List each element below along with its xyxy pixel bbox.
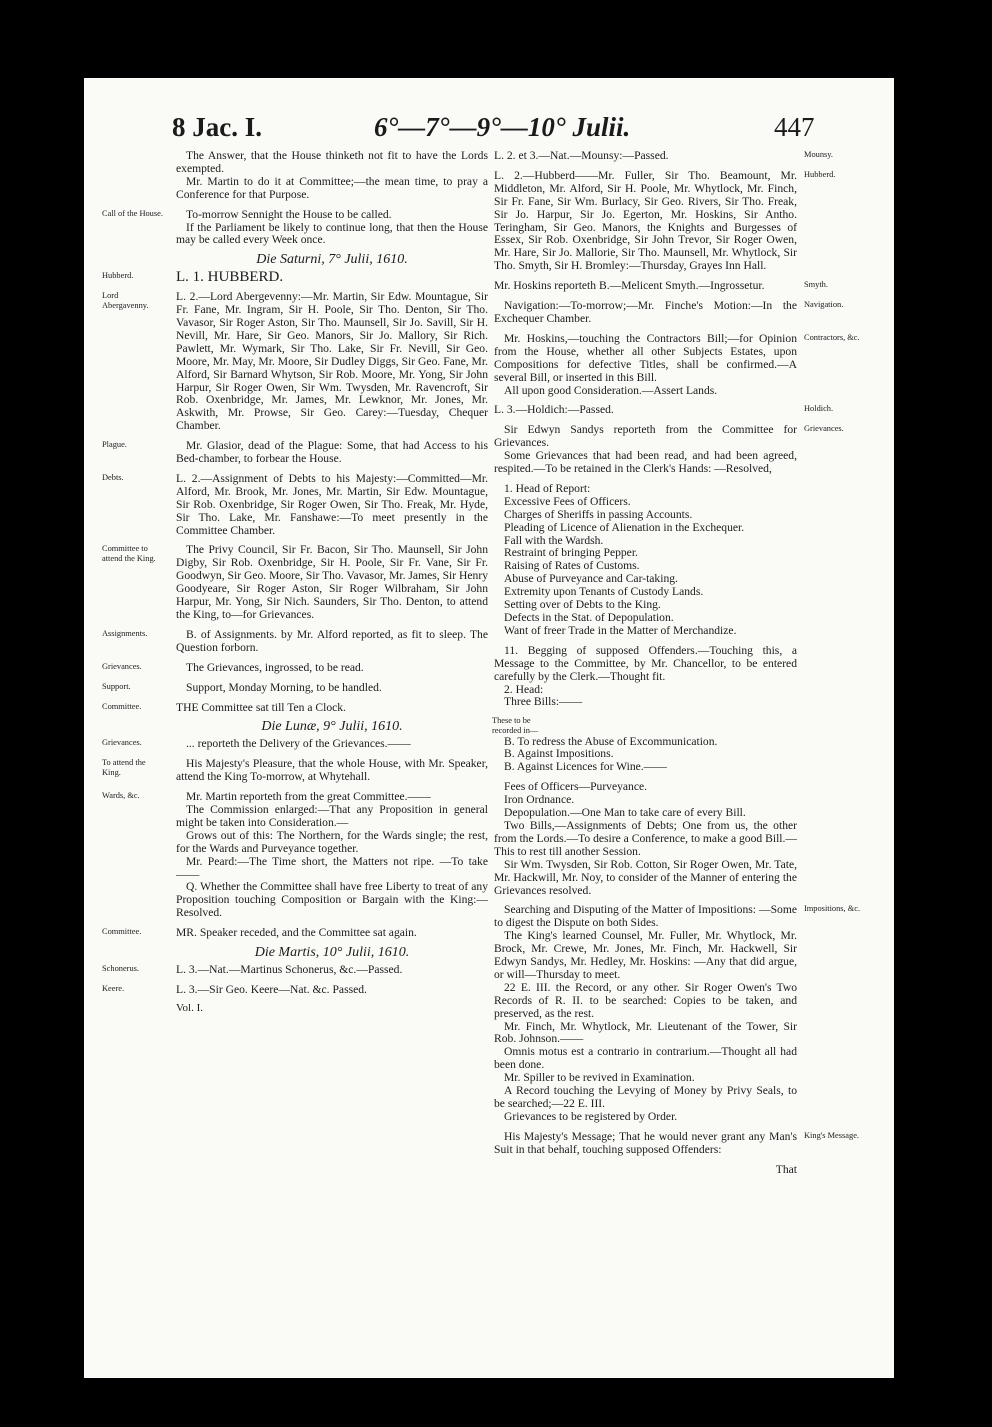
list-item: Excessive Fees of Officers.	[504, 494, 631, 508]
running-head-dates: 6°—7°—9°—10° Julii.	[374, 112, 631, 142]
entry-section	[494, 483, 797, 638]
entry-text: Mr. Peard:—The Time short, the Matters not ripe. —To take——	[176, 854, 488, 881]
margin-note: Lord Abergavenny.	[102, 291, 149, 310]
margin-note: Grievances.	[102, 661, 142, 671]
entry-section	[494, 423, 844, 476]
entry-text: L. 2.—Hubberd——Mr. Fuller, Sir Tho. Beamount, Mr. Middleton, Mr. Alford, Sir H. Poole, Mr. Whytlock, Mr. Finch, Sir Fr. Fane, Sir Wm. Burlacy, Sir Geo. Rivers, Sir Tho. Freak, Sir Jo. Harpur, Sir Jo. Egerton, Mr. Hoskins, Sir Antho. Teringham, Sir Geo. Manors, the Knights and Burgesses of Essex, Sir Rob. Oxenbridge, Sir John Trevor, Sir Roger Owen, Mr. Hare, Sir Jo. Mallorie, Sir Tho. Maunsell, Mr. Whytlock, Sir Tho. Smyth, Sir H. Bromley:—Thursday, Grayes Inn Hall.	[494, 168, 797, 273]
entry-text: All upon good Consideration.—Assert Lands.	[504, 383, 718, 397]
date-heading: Die Lunæ, 9° Julii, 1610.	[261, 719, 403, 735]
entry-section	[102, 471, 488, 538]
margin-note: Committee to attend the King.	[102, 544, 156, 564]
list-item: Defects in the Stat. of Depopulation.	[504, 611, 674, 624]
entry-section	[176, 150, 488, 202]
entry-text: Searching and Disputing of the Matter of Impositions: —Some to digest the Dispute on both Sides.	[494, 903, 797, 930]
margin-note: Plague.	[102, 440, 127, 450]
entry-text: To-morrow Sennight the House to be called.	[186, 207, 392, 221]
entry-text: Fees of Officers—Purveyance.	[504, 780, 648, 794]
entry-text: The Privy Council, Sir Fr. Bacon, Sir Tho. Maunsell, Sir John Digby, Sir Rob. Oxenbridge, Sir H. Poole, Sir Fr. Vane, Sir Fr. Goodwyn, Sir Geo. Moore, Sir Tho. Vavasor, Mr. James, Sir Henry Goodyeare, Sir Roger Aston, Sir Roger Wilbraham, Sir John Harpur, Mr. Yong, Sir Nich. Saunders, Sir Tho. Denton, to attend the King, to—for Grievances.	[176, 543, 488, 621]
catchword: That	[775, 1162, 797, 1176]
left-column	[102, 149, 488, 1015]
margin-note: These to be recorded in—	[492, 716, 539, 735]
entry-text: If the Parliament be likely to continue long, that then the House may be called every Week once.	[176, 220, 488, 247]
entry-section	[102, 207, 488, 248]
running-head-left: 8 Jac. I.	[172, 112, 262, 142]
list-item: Raising of Rates of Customs.	[504, 559, 640, 573]
entry-section	[102, 982, 488, 997]
entry-text: Grievances to be registered by Order.	[504, 1109, 678, 1123]
entry-text: Depopulation.—One Man to take care of every Bill.	[504, 806, 746, 820]
entry-section	[102, 737, 488, 751]
entry-text: Mr. Martin to do it at Committee;—the mean time, to pray a Conference for that Purpose.	[176, 174, 488, 201]
margin-note: Grievances.	[804, 424, 844, 434]
list-item: Fall with the Wardsh.	[504, 533, 604, 547]
entry-text: Sir Wm. Twysden, Sir Rob. Cotton, Sir Roger Owen, Mr. Tate, Mr. Hackwill, Mr. Noy, to consider of the Manner of entering the Grievances resolved.	[494, 857, 797, 897]
entry-section	[494, 168, 836, 273]
margin-note: Hubberd.	[102, 271, 134, 281]
entry-text: Grows out of this: The Northern, for the Wards single; the rest, for the Wards and Purveyance together.	[176, 828, 488, 855]
entry-section	[494, 903, 861, 1123]
entry-section	[494, 1129, 860, 1157]
margin-note: Call of the House.	[102, 208, 163, 218]
entry-text: Omnis motus est a contrario in contrarium.—Thought all had been done.	[494, 1045, 797, 1072]
entry-text: 11. Begging of supposed Offenders.—Touching this, a Message to the Committee, by Mr. Chancellor, to be entered carefully by the Clerk.—Thought fit.	[494, 643, 797, 683]
entry-section	[102, 680, 488, 695]
entry-text: L. 2.—Lord Abergevenny:—Mr. Martin, Sir Edw. Mountague, Sir Fr. Fane, Mr. Ingram, Sir H. Poole, Sir Tho. Denton, Sir Tho. Vavasor, Sir Roger Aston, Sir Tho. Maunsell, Sir Jo. Savill, Sir H. Nevill, Mr. Hare, Sir Geo. Manors, Sir Jo. Mallory, Sir Rich. Pawlett, Mr. Wymark, Sir Tho. Lake, Sir Fr. Nevill, Sir Geo. Moore, Mr. May, Mr. Moore, Sir Dudley Diggs, Sir Geo. Fane, Mr. Alford, Sir Barnard Whytson, Sir Rob. Moore, Mr. Yong, Sir John Harpur, Sir Roger Owen, Sir Wm. Twysden, Mr. Ravencroft, Sir Rob. Oxenbridge, Mr. James, Mr. Lewknor, Mr. Jones, Mr. Askwith, Mr. Prowse, Sir Geo. Carey:—Tuesday, Chequer Chamber.	[176, 290, 488, 433]
entry-text: L. 2. et 3.—Nat.—Mounsy:—Passed.	[494, 149, 669, 162]
list-item: Restraint of bringing Pepper.	[504, 546, 638, 560]
list-item: Want of freer Trade in the Matter of Merchandize.	[504, 623, 737, 637]
entry-section	[494, 149, 834, 163]
list-item: 1. Head of Report:	[504, 481, 591, 495]
entry-section	[494, 299, 844, 326]
entry-text: L. 3.—Holdich:—Passed.	[494, 403, 614, 417]
margin-note: Navigation.	[804, 300, 844, 310]
entry-text: Three Bills:——	[504, 695, 583, 709]
entry-text: Mr. Martin reporteth from the great Committee.——	[186, 790, 431, 804]
entry-text: Iron Ordnance.	[504, 793, 575, 807]
entry-text: The Answer, that the House thinketh not fit to have the Lords exempted.	[176, 149, 488, 175]
list-item: Extremity upon Tenants of Custody Lands.	[504, 585, 704, 599]
entry-section	[102, 439, 488, 466]
list-item: B. Against Impositions.	[504, 747, 614, 761]
margin-note: Committee.	[102, 701, 142, 711]
date-heading: Die Martis, 10° Julii, 1610.	[254, 945, 410, 961]
entry-text: L. 3.—Nat.—Martinus Schonerus, &c.—Passed.	[176, 962, 403, 976]
entry-text: His Majesty's Message; That he would never grant any Man's Suit in that behalf, touching supposed Offenders:	[494, 1129, 797, 1156]
entry-text: B. of Assignments. by Mr. Alford reported, as fit to sleep. The Question forborn.	[176, 627, 488, 654]
entry-section	[494, 403, 834, 417]
entry-text: Two Bills,—Assignments of Debts; One from us, the other from the Lords.—To desire a Conference, to make a good Bill.—This to rest till another Session.	[494, 818, 797, 858]
list-item: B. Against Licences for Wine.——	[504, 760, 667, 774]
entry-section	[494, 279, 828, 293]
entry-text: The Commission enlarged:—That any Proposition in general might be taken into Consideration.—	[176, 802, 488, 829]
entry-text: 2. Head:	[504, 682, 544, 696]
entry-text: Mr. Hoskins,—touching the Contractors Bill;—for Opinion from the House, whether all other Subjects Estates, upon Compositions for defective Titles, shall be confirmed.—A several Bill, or inserted in this Bill.	[494, 331, 797, 384]
margin-note: Keere.	[102, 983, 125, 993]
entry-section	[102, 269, 488, 286]
margin-note: Wards, &c.	[102, 791, 140, 801]
entry-section	[494, 716, 797, 774]
margin-note: Mounsy.	[804, 150, 834, 159]
right-column	[492, 149, 861, 1177]
margin-note: Debts.	[102, 472, 124, 482]
entry-text: ... reporteth the Delivery of the Grievances.——	[186, 737, 411, 751]
entry-section	[102, 926, 488, 940]
margin-note: Committee.	[102, 927, 142, 937]
margin-note: Holdich.	[804, 404, 834, 414]
entry-text: L. 2.—Assignment of Debts to his Majesty:—Committed—Mr. Alford, Mr. Brook, Mr. Jones, Mr. Martin, Sir Edw. Mountague, Sir Rob. Oxenbridge, Sir Roger Owen, Sir Tho. Freak, Mr. Hyde, Sir Tho. Lake, Mr. Fanshawe:—To meet presently in the Committee Chamber.	[176, 471, 488, 537]
list-item: Abuse of Purveyance and Car-taking.	[504, 572, 678, 586]
entry-section	[494, 645, 797, 710]
entry-section	[102, 660, 488, 675]
list-item: Setting over of Debts to the King.	[504, 598, 661, 612]
entry-section	[102, 790, 488, 920]
entry-text: THE Committee sat till Ten a Clock.	[176, 700, 346, 714]
date-heading: Die Saturni, 7° Julii, 1610.	[256, 252, 408, 268]
entry-section	[102, 627, 488, 655]
entry-section	[494, 781, 797, 897]
entry-text: Q. Whether the Committee shall have free Liberty to treat of any Proposition touching Composition or Bargain with the King:—Resolved.	[176, 880, 488, 920]
list-item: Charges of Sheriffs in passing Accounts.	[504, 507, 693, 521]
entry-text: Sir Edwyn Sandys reporteth from the Committee for Grievances.	[494, 423, 797, 450]
entry-text: The Grievances, ingrossed, to be read.	[186, 660, 364, 674]
entry-text: Navigation:—To-morrow;—Mr. Finche's Motion:—In the Exchequer Chamber.	[494, 299, 797, 325]
margin-note: Support.	[102, 681, 131, 691]
entry-text: His Majesty's Pleasure, that the whole House, with Mr. Speaker, attend the King To-morrow, at Whytehall.	[176, 757, 488, 784]
volume-footer: Vol. I.	[176, 1001, 203, 1014]
entry-text: Mr. Finch, Mr. Whytlock, Mr. Lieutenant of the Tower, Sir Rob. Johnson.——	[494, 1019, 797, 1046]
entry-text: Some Grievances that had been read, and had been agreed, respited.—To be retained in the Clerk's Hands: —Resolved,	[494, 449, 797, 476]
page-number: 447	[774, 112, 815, 142]
entry-section	[102, 757, 488, 784]
entry-text: A Record touching the Levying of Money by Privy Seals, to be searched;—22 E. III.	[494, 1084, 797, 1110]
entry-text: The King's learned Counsel, Mr. Fuller, Mr. Whytlock, Mr. Brock, Mr. Crewe, Mr. Jones, Mr. Finch, Mr. Hackwell, Sir Edwyn Sandys, Mr. Hedley, Mr. Hoskins: —Any that did argue, or will—Thursday to meet.	[494, 929, 797, 981]
entry-text: Support, Monday Morning, to be handled.	[186, 680, 382, 694]
entry-text: MR. Speaker receded, and the Committee sat again.	[176, 926, 417, 940]
entry-text: Mr. Hoskins reporteth B.—Melicent Smyth.—Ingrossetur.	[494, 279, 765, 293]
entry-text: L. 1. HUBBERD.	[176, 269, 284, 286]
entry-text: 22 E. III. the Record, or any other. Sir Roger Owen's Two Records of R. II. to be searched: Copies to be taken, and preserved, as the rest.	[494, 980, 797, 1020]
list-item: Pleading of Licence of Alienation in the Exchequer.	[504, 520, 745, 534]
margin-note: To attend the King.	[102, 758, 146, 777]
entry-section	[102, 543, 488, 621]
entry-section	[102, 700, 488, 715]
margin-note: King's Message.	[804, 1130, 860, 1140]
margin-note: Assignments.	[102, 628, 148, 638]
margin-note: Smyth.	[804, 280, 828, 290]
entry-section	[102, 290, 488, 433]
entry-section	[102, 962, 488, 977]
margin-note: Contractors, &c.	[804, 332, 860, 342]
entry-text: L. 3.—Sir Geo. Keere—Nat. &c. Passed.	[176, 982, 367, 996]
entry-section	[494, 331, 860, 398]
list-item: B. To redress the Abuse of Excommunication.	[504, 734, 718, 748]
margin-note: Impositions, &c.	[804, 904, 861, 914]
entry-text: Mr. Spiller to be revived in Examination.	[504, 1071, 695, 1085]
margin-note: Schonerus.	[102, 963, 139, 973]
document-page	[84, 78, 894, 1378]
entry-text: Mr. Glasior, dead of the Plague: Some, that had Access to his Bed-chamber, to forbear the House.	[176, 439, 488, 466]
margin-note: Grievances.	[102, 738, 142, 748]
margin-note: Hubberd.	[804, 169, 836, 179]
